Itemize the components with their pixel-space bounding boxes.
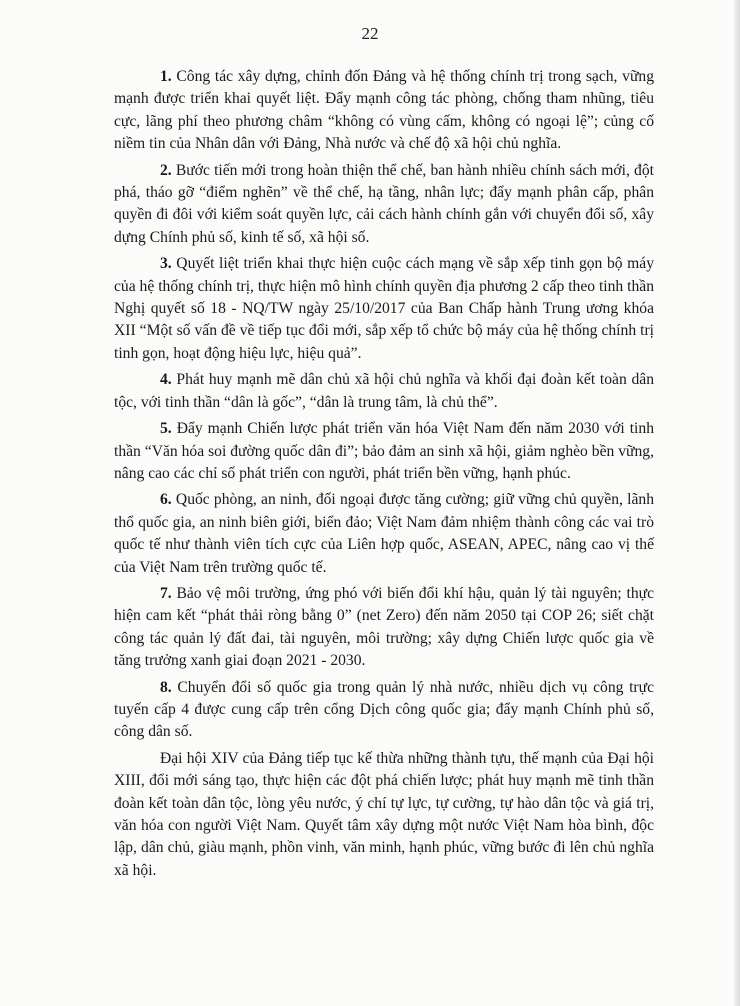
item-text: Quốc phòng, an ninh, đối ngoại được tăng cường; giữ vững chủ quyền, lãnh thổ quốc gia, an ninh biên giới, biển đảo; Việt Nam đảm nhiệm thành công các vai trò quốc tế như thành viên tích cực của Liên hợp quốc, ASEAN, APEC, nâng cao vị thế của Việt Nam trên trường quốc tế.	[114, 491, 654, 576]
list-item-7	[114, 583, 654, 673]
closing-paragraph: Đại hội XIV của Đảng tiếp tục kế thừa những thành tựu, thế mạnh của Đại hội XIII, đổi mới sáng tạo, thực hiện các đột phá chiến lược; phát huy mạnh mẽ tinh thần đoàn kết toàn dân tộc, lòng yêu nước, ý chí tự lực, tự cường, tự hào dân tộc và giá trị, văn hóa con người Việt Nam. Quyết tâm xây dựng một nước Việt Nam hòa bình, độc lập, dân chủ, giàu mạnh, phồn vinh, văn minh, hạnh phúc, vững bước đi lên chủ nghĩa xã hội.	[114, 749, 654, 879]
item-number: 3.	[160, 255, 172, 273]
list-item-6	[114, 489, 654, 579]
item-number: 7.	[160, 584, 172, 602]
item-number: 2.	[160, 161, 172, 179]
item-text: Đẩy mạnh Chiến lược phát triển văn hóa Việt Nam đến năm 2030 với tinh thần “Văn hóa soi đường quốc dân đi”; bảo đảm an sinh xã hội, giảm nghèo bền vững, nâng cao các chỉ số phát triển con người, phát triển bền vững, hạnh phúc.	[114, 420, 654, 482]
page-edge-shadow	[734, 0, 740, 1006]
list-item-5	[114, 418, 654, 485]
item-text: Phát huy mạnh mẽ dân chủ xã hội chủ nghĩa và khối đại đoàn kết toàn dân tộc, với tinh thần “dân là gốc”, “dân là trung tâm, là chủ thể”.	[114, 371, 654, 411]
document-body	[114, 66, 654, 886]
item-number: 6.	[160, 491, 172, 509]
item-number: 4.	[160, 371, 172, 389]
item-text: Chuyển đổi số quốc gia trong quản lý nhà nước, nhiều dịch vụ công trực tuyến cấp 4 được cung cấp trên cổng Dịch công quốc gia; đẩy mạnh Chính phủ số, công dân số.	[114, 678, 654, 741]
list-item-2	[114, 160, 654, 250]
item-number: 5.	[160, 420, 172, 438]
item-number: 8.	[160, 678, 172, 696]
item-number: 1.	[160, 68, 172, 85]
page-number: 22	[361, 24, 379, 43]
list-item-3	[114, 253, 654, 365]
list-item-8	[114, 677, 654, 744]
list-item-1	[114, 66, 654, 156]
list-item-4	[114, 369, 654, 414]
item-text: Bảo vệ môi trường, ứng phó với biến đổi khí hậu, quản lý tài nguyên; thực hiện cam kết “phát thải ròng bằng 0” (net Zero) đến năm 2050 tại COP 26; siết chặt công tác quản lý đất đai, tài nguyên, môi trường; xây dựng Chiến lược quốc gia về tăng trưởng xanh giai đoạn 2021 - 2030.	[114, 584, 654, 670]
item-text: Bước tiến mới trong hoàn thiện thể chế, ban hành nhiều chính sách mới, đột phá, tháo gỡ “điểm nghẽn” về thể chế, hạ tầng, nhân lực; đẩy mạnh phân cấp, phân quyền đi đôi với kiểm soát quyền lực, cải cách hành chính gắn với chuyển đổi số, xây dựng Chính phủ số, kinh tế số, xã hội số.	[114, 161, 654, 246]
item-text: Công tác xây dựng, chỉnh đốn Đảng và hệ thống chính trị trong sạch, vững mạnh được triển khai quyết liệt. Đẩy mạnh công tác phòng, chống tham nhũng, tiêu cực, lãng phí theo phương châm “không có vùng cấm, không có ngoại lệ”; củng cố niềm tin của Nhân dân với Đảng, Nhà nước và chế độ xã hội chủ nghĩa.	[114, 68, 654, 153]
item-text: Quyết liệt triển khai thực hiện cuộc cách mạng về sắp xếp tinh gọn bộ máy của hệ thống chính trị, thực hiện mô hình chính quyền địa phương 2 cấp theo tinh thần Nghị quyết số 18 - NQ/TW ngày 25/10/2017 của Ban Chấp hành Trung ương khóa XII “Một số vấn đề về tiếp tục đổi mới, sắp xếp tổ chức bộ máy của hệ thống chính trị tinh gọn, hoạt động hiệu lực, hiệu quả”.	[114, 255, 654, 362]
